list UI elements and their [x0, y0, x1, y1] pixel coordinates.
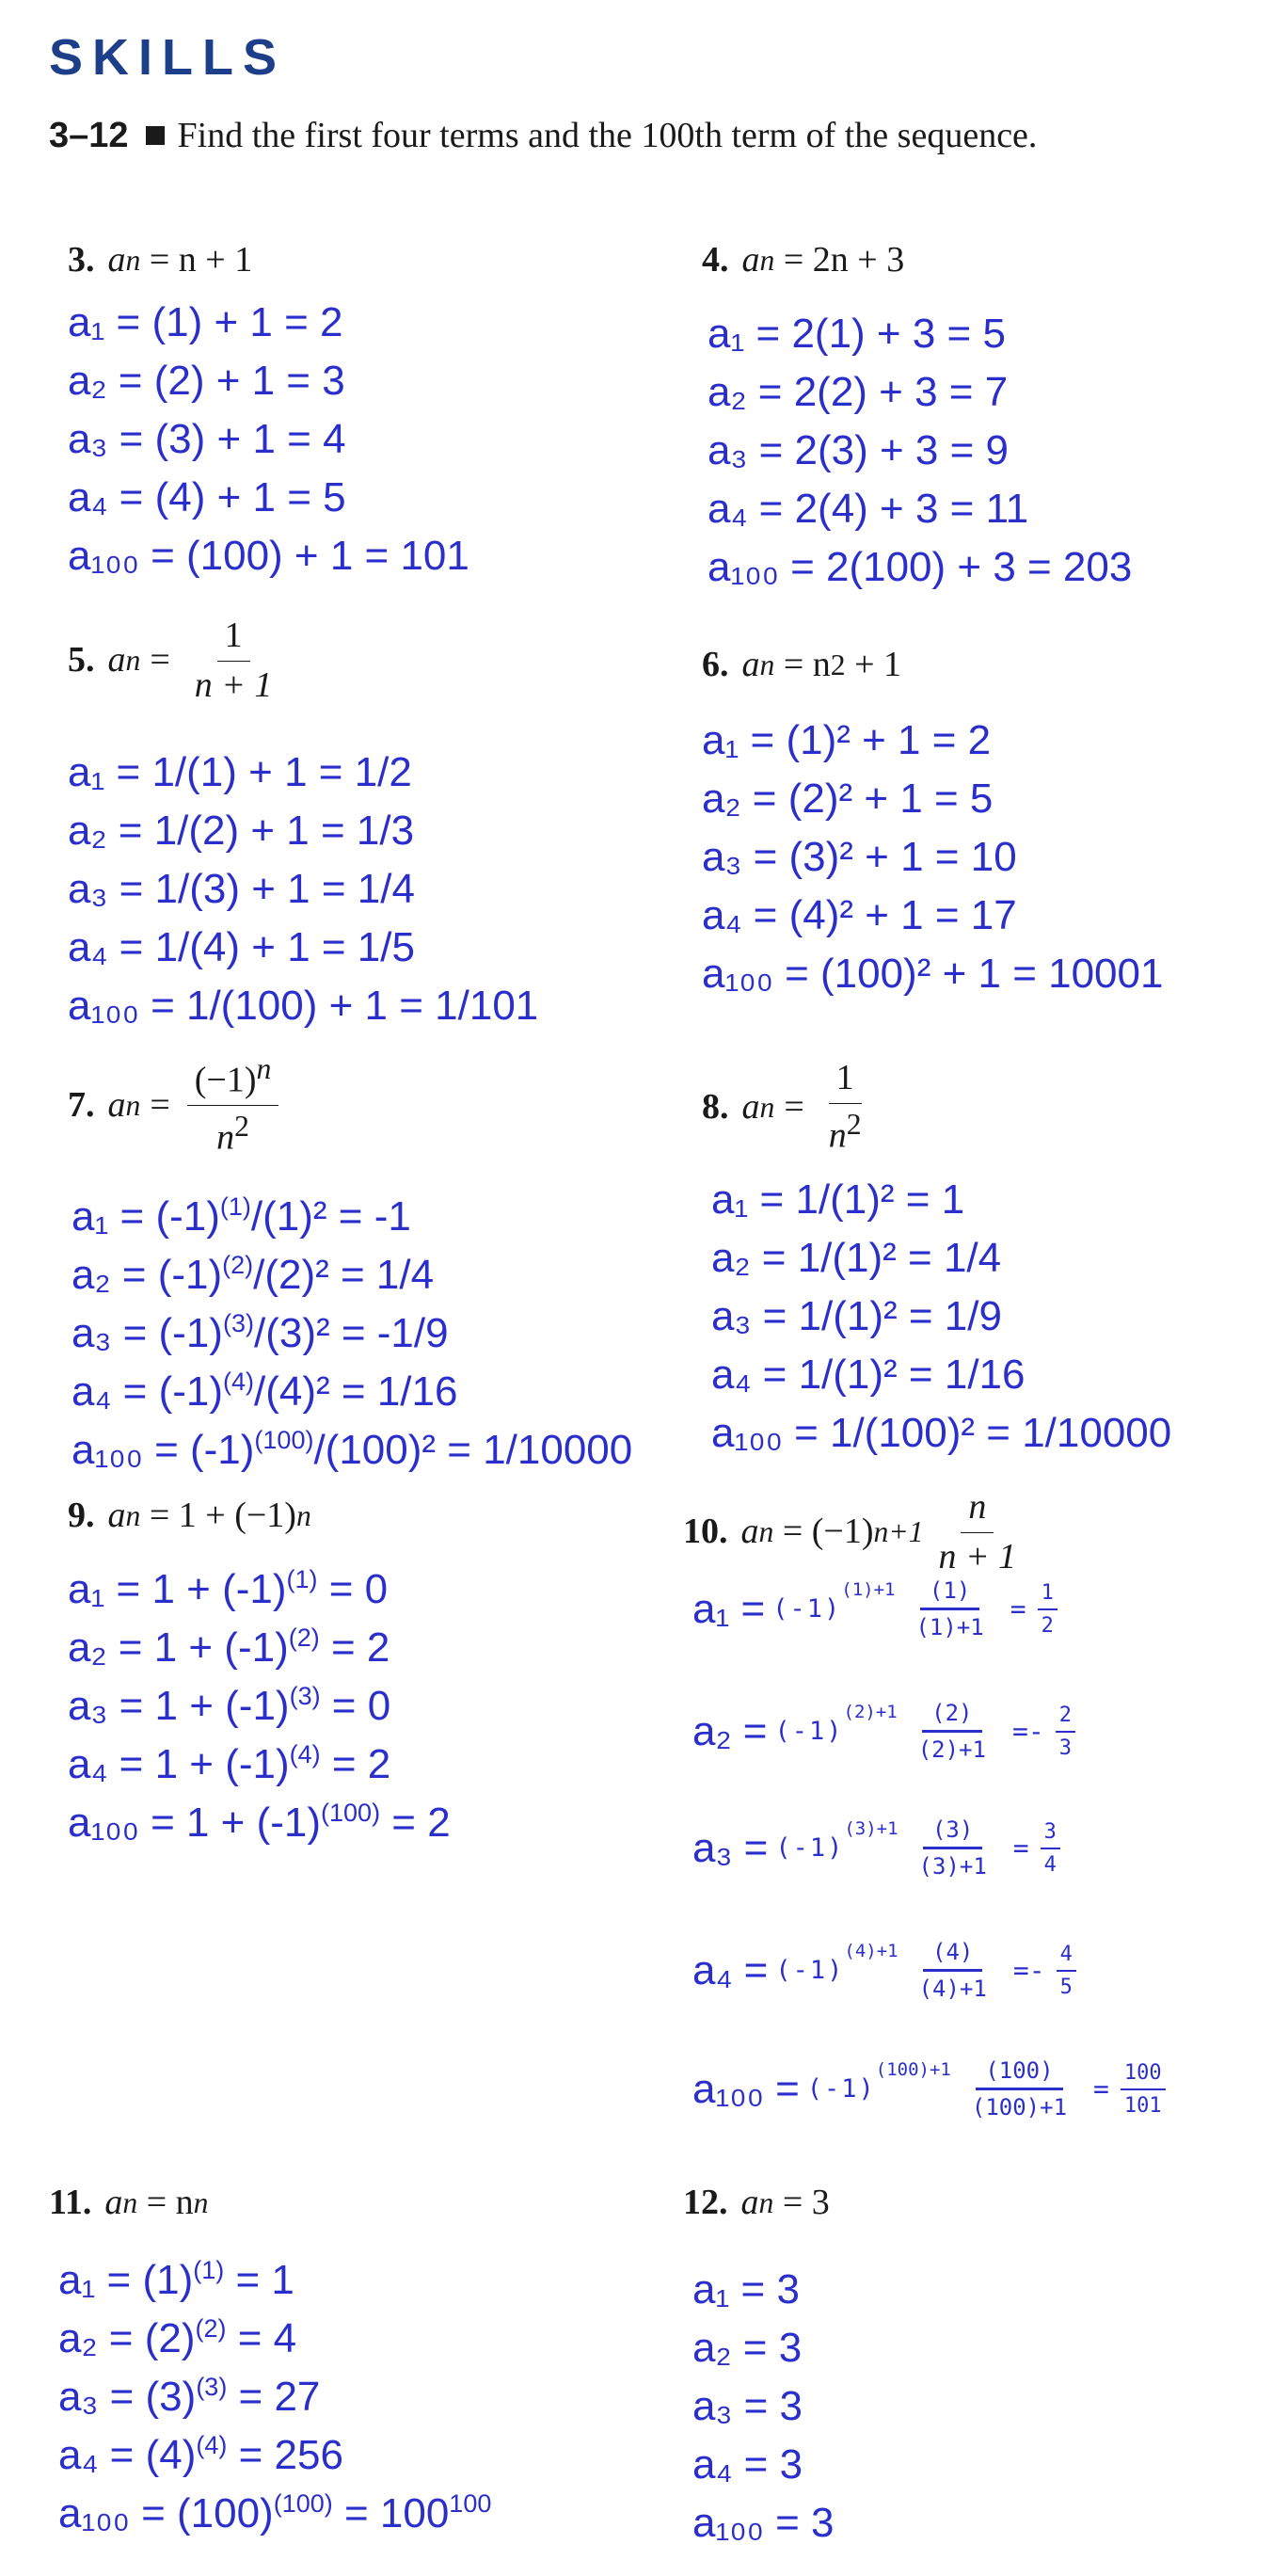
answer-line: $a_3 = 1 + (-1)^{(3)} = 0$: [68, 1682, 391, 1729]
numerator: $(-1)^n$: [187, 1052, 279, 1106]
problem-number: 7.: [68, 1085, 95, 1126]
problem-9: [68, 1495, 311, 1538]
answer-line: a₂ = 3: [692, 2325, 803, 2371]
answer-line: $a_4 = 1 + (-1)^{(4)} = 2$: [68, 1740, 391, 1787]
equals-sign: =: [150, 1085, 170, 1126]
term-subscript: n: [125, 1498, 141, 1532]
answer-line: $a_2 = (2)^{(2)} = 4$: [58, 2314, 297, 2361]
answer-line: $a_{100} = 1 + (-1)^{(100)} = 2$: [68, 1799, 451, 1846]
answer-line: $a_4 = (-1)^{(4)}/(4)^2 = 1/16$: [72, 1368, 458, 1415]
answer-line: a₃ = 1/(1)² = 1/9: [711, 1293, 1002, 1339]
formula-exponent: 2: [830, 648, 846, 681]
numerator: 1: [217, 616, 250, 662]
answer-line: a₃ = (3)² + 1 = 10: [702, 834, 1017, 880]
section-heading: SKILLS: [49, 29, 287, 86]
term-symbol: a: [740, 1512, 759, 1552]
formula: = n + 1: [140, 240, 253, 280]
problem-number: 5.: [68, 640, 95, 680]
term-subscript: n: [758, 1515, 774, 1549]
problem-range: 3–12: [49, 116, 129, 155]
answer-10-a3: a₃ = (-1) (3)+1 $\frac{(3)}{(3)+1}$ = 3 4: [692, 1816, 1077, 1880]
problem-7: [68, 1052, 286, 1160]
instructions: [49, 111, 1216, 161]
problem-number: 8.: [702, 1086, 729, 1127]
answer-line: a₃ = (3) + 1 = 4: [68, 416, 346, 462]
answer-line: $a_1 = 1 + (-1)^{(1)} = 0$: [68, 1565, 389, 1612]
answer-line: $a_3 = (-1)^{(3)}/(3)^2 = -1/9$: [72, 1309, 449, 1356]
term-subscript: n: [125, 644, 141, 678]
term-symbol: a: [741, 240, 760, 280]
answer-line: a₁₀₀ = 2(100) + 3 = 203: [708, 544, 1133, 590]
answer-10-a100: a₁₀₀ = (-1) (100)+1 $\frac{(100)}{(100)+1}$ = 100 101: [692, 2057, 1183, 2120]
answer-line: $a_1 = (1)^{(1)} = 1$: [58, 2256, 294, 2303]
instructions-text: Find the first four terms and the 100th term of the sequence.: [177, 116, 1038, 155]
answer-line: a₂ = 1/(1)² = 1/4: [711, 1235, 1002, 1281]
answer-line: $a_3 = (3)^{(3)} = 27$: [58, 2373, 321, 2420]
problem-number: 6.: [702, 645, 729, 684]
answers-7: [72, 1188, 632, 1480]
formula-fraction: [187, 616, 280, 706]
formula: = n: [774, 645, 831, 684]
denominator: $n^2$: [828, 1107, 862, 1156]
term-subscript: n: [759, 243, 775, 277]
term-subscript: n: [759, 1090, 775, 1124]
answer-line: a₄ = 3: [692, 2441, 803, 2488]
answer-line: $a_{100} = (-1)^{(100)}/(100)^2 = 1/10000$: [72, 1426, 633, 1473]
answer-line: a₂ = 1/(2) + 1 = 1/3: [68, 808, 415, 854]
answers-6: [702, 712, 1163, 1003]
term-symbol: a: [107, 640, 126, 680]
answer-line: a₃ = 1/(3) + 1 = 1/4: [68, 866, 415, 912]
problem-number: 10.: [683, 1512, 728, 1552]
problem-4: [702, 239, 904, 282]
term-symbol: a: [741, 645, 760, 684]
formula: = (−1): [773, 1512, 874, 1552]
answer-line: a₁₀₀ = 3: [692, 2500, 835, 2546]
problem-number: 9.: [68, 1496, 95, 1535]
answer-line: a₁ = 3: [692, 2266, 800, 2312]
formula-fraction: [931, 1487, 1025, 1577]
formula: = 1 + (−1): [140, 1496, 296, 1535]
problem-number: 3.: [68, 240, 95, 280]
answer-line: a₁ = (1) + 1 = 2: [68, 299, 343, 345]
answer-line: a₃ = 2(3) + 3 = 9: [708, 427, 1010, 473]
answer-line: a₄ = 2(4) + 3 = 11: [708, 486, 1029, 532]
answer-10-a1: a₁ = (-1) (1)+1 $\frac{(1)}{(1)+1}$ = 1 2: [692, 1577, 1074, 1640]
answer-line: a₃ = 3: [692, 2383, 803, 2429]
answers-4: [708, 305, 1132, 597]
problem-number: 4.: [702, 240, 729, 280]
problem-12: [683, 2182, 830, 2225]
term-subscript: n: [759, 648, 775, 681]
problem-5: [68, 616, 287, 706]
numerator: 1: [829, 1058, 862, 1104]
answer-line: $a_2 = (-1)^{(2)}/(2)^2 = 1/4$: [72, 1251, 435, 1298]
answer-line: a₄ = (4) + 1 = 5: [68, 474, 346, 520]
numerator: n: [961, 1487, 994, 1533]
answers-5: [68, 744, 538, 1035]
formula: = n: [137, 2183, 194, 2222]
answer-10-a4: a₄ = (-1) (4)+1 $\frac{(4)}{(4)+1}$ = - 4 5: [692, 1939, 1093, 2002]
answer-line: a₁₀₀ = 1/(100)² = 1/10000: [711, 1410, 1172, 1456]
equals-sign: =: [150, 640, 170, 680]
answer-line: $a_1 = (-1)^{(1)}/(1)^2 = -1$: [72, 1192, 411, 1240]
answer-line: a₂ = 2(2) + 3 = 7: [708, 369, 1009, 415]
answer-line: a₂ = (2) + 1 = 3: [68, 358, 345, 404]
problem-6: [702, 644, 901, 687]
answer-line: a₁₀₀ = (100)² + 1 = 10001: [702, 951, 1164, 997]
formula: = 2n + 3: [774, 240, 905, 280]
answer-line: a₁₀₀ = 1/(100) + 1 = 1/101: [68, 983, 539, 1029]
answer-line: $a_{100} = (100)^{(100)} = 100^{100}$: [58, 2489, 492, 2536]
formula-exponent: n: [193, 2185, 209, 2219]
equals-sign: =: [784, 1086, 804, 1127]
term-subscript: n: [125, 243, 141, 277]
formula: = 3: [773, 2183, 830, 2222]
answers-11: [58, 2251, 491, 2543]
problem-11: [49, 2182, 209, 2225]
term-symbol: a: [104, 2183, 123, 2222]
denominator: n + 1: [194, 664, 273, 705]
answer-line: a₂ = (2)² + 1 = 5: [702, 776, 994, 822]
answers-12: [692, 2261, 834, 2552]
problem-10: [683, 1487, 1031, 1577]
formula-exponent: n: [295, 1498, 311, 1532]
answer-line: a₁ = (1)² + 1 = 2: [702, 717, 992, 763]
term-symbol: a: [107, 1496, 126, 1535]
answer-line: a₄ = 1/(4) + 1 = 1/5: [68, 924, 415, 970]
problem-number: 11.: [49, 2183, 92, 2222]
formula-exponent: n+1: [873, 1515, 924, 1549]
term-symbol: a: [107, 1085, 126, 1126]
term-subscript: n: [758, 2185, 774, 2219]
answer-line: a₁ = 1/(1)² = 1: [711, 1176, 965, 1223]
term-subscript: n: [122, 2185, 138, 2219]
denominator: n + 1: [938, 1536, 1017, 1576]
formula-fraction: [187, 1052, 279, 1160]
answer-line: a₁ = 1/(1) + 1 = 1/2: [68, 749, 412, 795]
problem-number: 12.: [683, 2183, 728, 2222]
problem-3: [68, 239, 252, 282]
term-subscript: n: [125, 1088, 141, 1122]
answer-line: a₄ = (4)² + 1 = 17: [702, 892, 1017, 938]
answer-line: a₁ = 2(1) + 3 = 5: [708, 311, 1006, 357]
answer-10-a2: a₂ = (-1) (2)+1 $\frac{(2)}{(2)+1}$ = - 2 3: [692, 1700, 1092, 1763]
answer-line: $a_2 = 1 + (-1)^{(2)} = 2$: [68, 1624, 390, 1671]
answer-line: a₄ = 1/(1)² = 1/16: [711, 1352, 1026, 1398]
denominator: $n^2$: [216, 1110, 249, 1158]
answers-8: [711, 1171, 1171, 1463]
formula-fraction: [821, 1058, 869, 1157]
formula-tail: + 1: [845, 645, 902, 684]
square-bullet-icon: [146, 126, 165, 145]
answer-line: a₁₀₀ = (100) + 1 = 101: [68, 533, 469, 579]
term-symbol: a: [741, 1086, 760, 1127]
term-symbol: a: [107, 240, 126, 280]
answers-3: [68, 294, 469, 585]
answers-9: [68, 1560, 451, 1852]
answer-line: $a_4 = (4)^{(4)} = 256$: [58, 2431, 343, 2478]
problem-8: [702, 1058, 877, 1157]
term-symbol: a: [740, 2183, 759, 2222]
